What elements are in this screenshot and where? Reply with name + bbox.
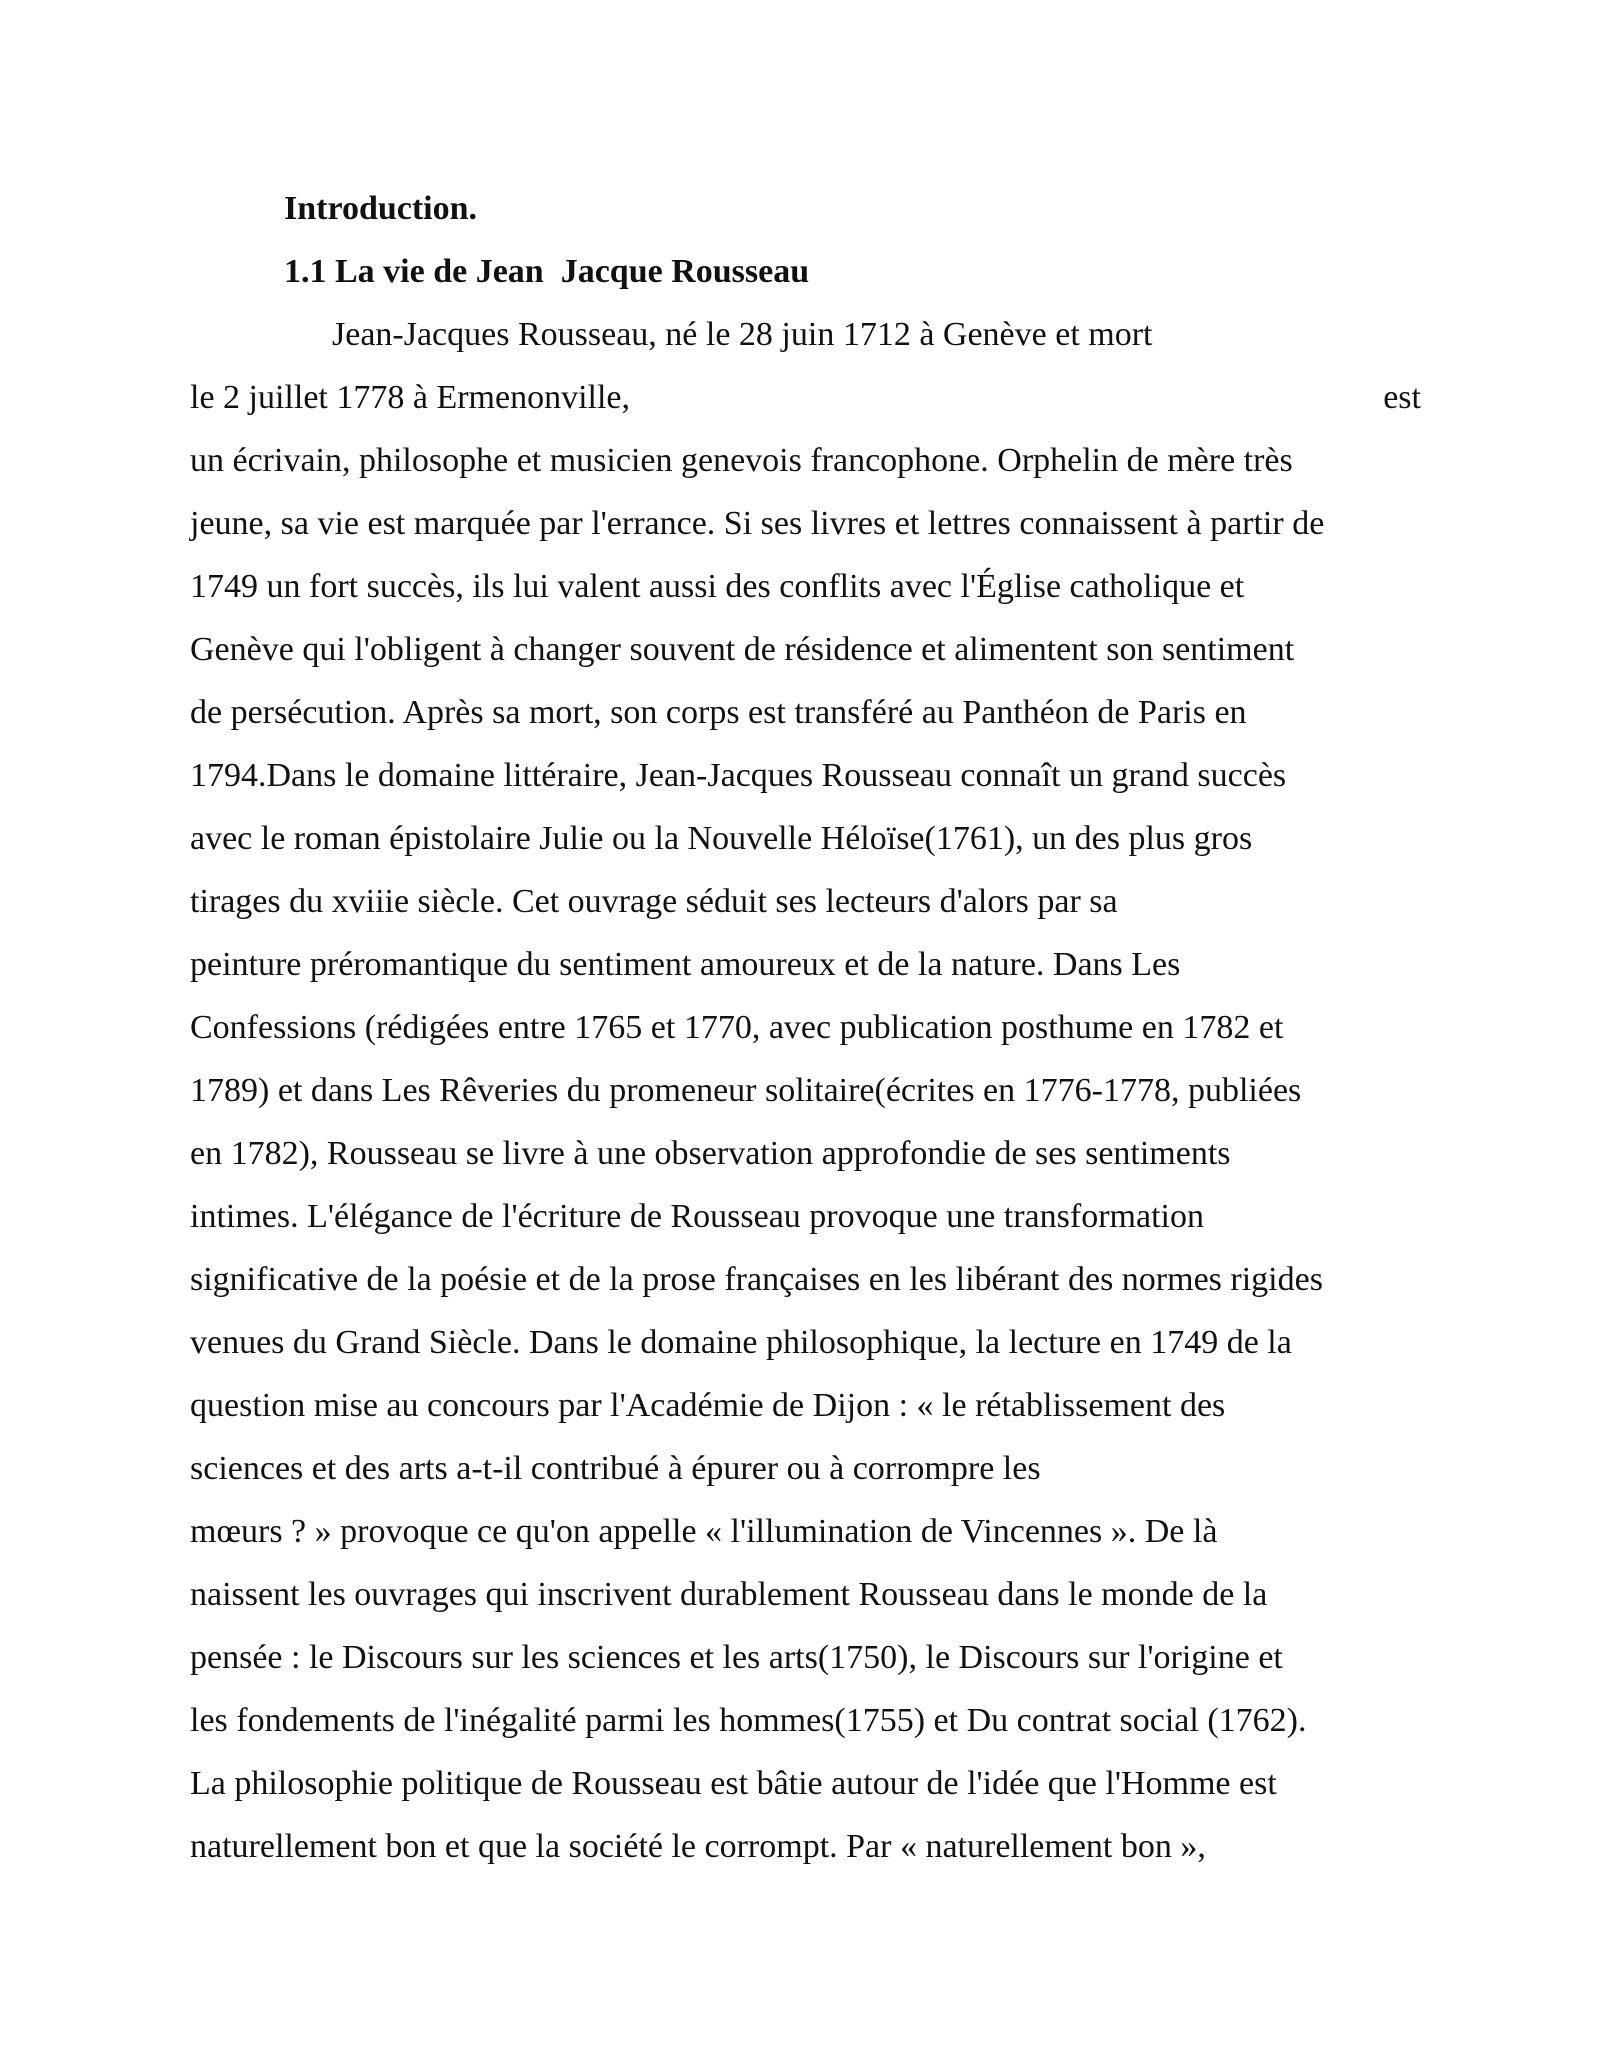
paragraph-line: sciences et des arts a-t-il contribué à épurer ou à corrompre les: [190, 1450, 1041, 1487]
paragraph-line: de persécution. Après sa mort, son corps est transféré au Panthéon de Paris en: [190, 694, 1247, 731]
paragraph-line: peinture préromantique du sentiment amoureux et de la nature. Dans Les: [190, 946, 1181, 983]
paragraph-line-right: est: [1383, 379, 1421, 416]
paragraph-line: [190, 378, 1421, 418]
paragraph-line: mœurs ? » provoque ce qu'on appelle « l'illumination de Vincennes ». De là: [190, 1513, 1218, 1550]
paragraph-line: un écrivain, philosophe et musicien genevois francophone. Orphelin de mère très: [190, 442, 1293, 479]
paragraph-line: La philosophie politique de Rousseau est bâtie autour de l'idée que l'Homme est: [190, 1765, 1277, 1802]
paragraph-line-left: le 2 juillet 1778 à Ermenonville,: [190, 379, 631, 416]
paragraph-line: tirages du xviiie siècle. Cet ouvrage séduit ses lecteurs d'alors par sa: [190, 883, 1118, 920]
paragraph-line: jeune, sa vie est marquée par l'errance. Si ses livres et lettres connaissent à partir de: [190, 505, 1325, 542]
paragraph-line: Jean-Jacques Rousseau, né le 28 juin 1712 à Genève et mort: [332, 316, 1153, 353]
paragraph-line: intimes. L'élégance de l'écriture de Rousseau provoque une transformation: [190, 1198, 1204, 1235]
paragraph-line: avec le roman épistolaire Julie ou la Nouvelle Héloïse(1761), un des plus gros: [190, 820, 1253, 857]
paragraph-line: 1789) et dans Les Rêveries du promeneur solitaire(écrites en 1776-1778, publiées: [190, 1072, 1302, 1109]
paragraph-line: en 1782), Rousseau se livre à une observation approfondie de ses sentiments: [190, 1135, 1231, 1172]
paragraph-line: 1749 un fort succès, ils lui valent aussi des conflits avec l'Église catholique et: [190, 568, 1245, 605]
document-title: Introduction.: [284, 190, 478, 227]
paragraph-line: question mise au concours par l'Académie de Dijon : « le rétablissement des: [190, 1387, 1226, 1424]
paragraph-line: Genève qui l'obligent à changer souvent de résidence et alimentent son sentiment: [190, 631, 1295, 668]
paragraph-line: venues du Grand Siècle. Dans le domaine philosophique, la lecture en 1749 de la: [190, 1324, 1292, 1361]
paragraph-line: 1794.Dans le domaine littéraire, Jean-Jacques Rousseau connaît un grand succès: [190, 757, 1287, 794]
paragraph-line: Confessions (rédigées entre 1765 et 1770, avec publication posthume en 1782 et: [190, 1009, 1284, 1046]
paragraph-line: pensée : le Discours sur les sciences et les arts(1750), le Discours sur l'origine et: [190, 1639, 1283, 1676]
paragraph-line: naissent les ouvrages qui inscrivent durablement Rousseau dans le monde de la: [190, 1576, 1268, 1613]
paragraph-line: naturellement bon et que la société le corrompt. Par « naturellement bon »,: [190, 1828, 1206, 1865]
section-heading: 1.1 La vie de Jean Jacque Rousseau: [284, 253, 810, 290]
paragraph-line: significative de la poésie et de la prose françaises en les libérant des normes rigides: [190, 1261, 1323, 1298]
paragraph-line: les fondements de l'inégalité parmi les hommes(1755) et Du contrat social (1762).: [190, 1702, 1307, 1739]
